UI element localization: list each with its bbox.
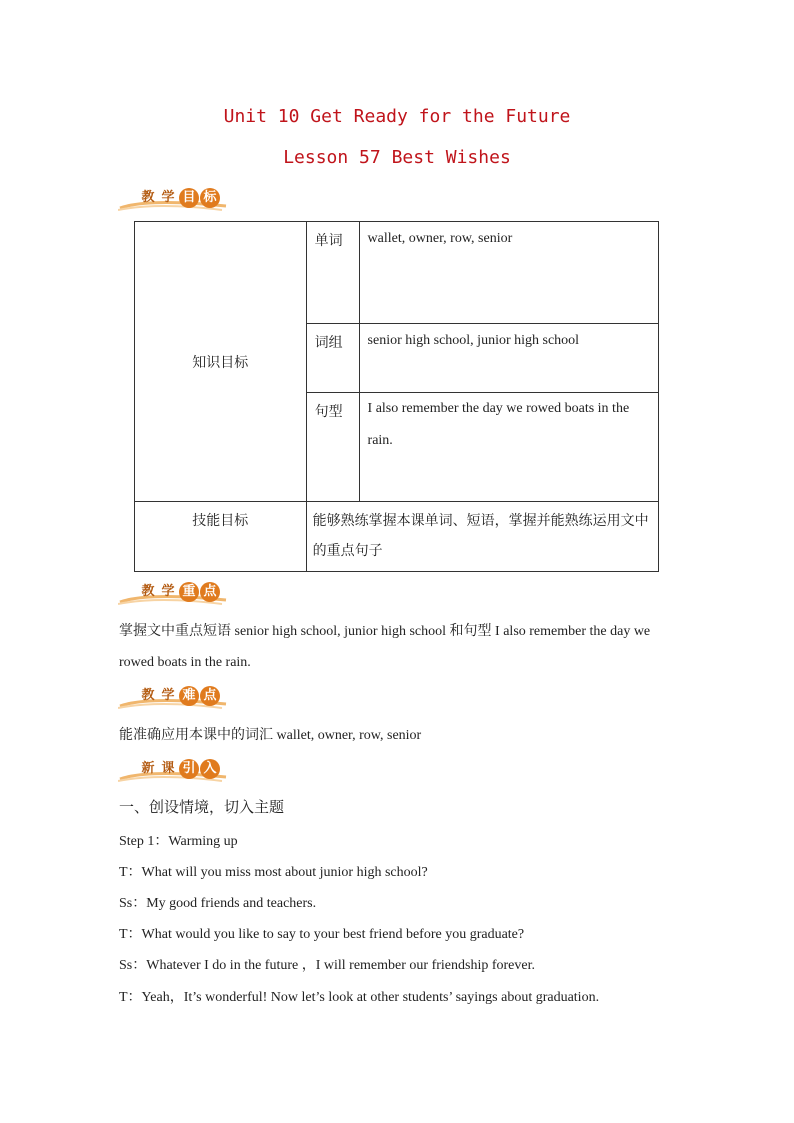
phrase-label: 词组 — [306, 324, 359, 393]
badge-char: 课 — [161, 761, 175, 776]
unit-title: Unit 10 Get Ready for the Future — [223, 106, 571, 127]
badge-char: 教 — [141, 190, 155, 205]
goals-table — [134, 221, 659, 572]
section-badge-intro — [118, 757, 228, 783]
difficulties-zh: 能准确应用本课中的词汇 — [119, 727, 273, 743]
lesson-title: Lesson 57 Best Wishes — [283, 147, 511, 168]
badge-char: 学 — [161, 584, 175, 599]
badge-char: 难 — [179, 686, 199, 706]
vocab-label: 单词 — [306, 222, 359, 324]
intro-line-ss2: Ss：Whatever I do in the future ，I will remember our friendship forever. — [119, 958, 535, 973]
intro-line-step1: Step 1：Warming up — [119, 834, 238, 849]
skill-goal-text: 能够熟练掌握本课单词、短语，掌握并能熟练运用文中的重点句子 — [306, 502, 658, 572]
badge-char: 学 — [161, 190, 175, 205]
badge-char: 学 — [161, 688, 175, 703]
sentence-text: I also remember the day we rowed boats in the rain. — [359, 393, 658, 502]
key-points-en-2: I also remember the day we rowed boats in the rain. — [119, 624, 651, 670]
difficulties-en: wallet, owner, row, senior — [273, 728, 422, 743]
badge-char: 重 — [179, 582, 199, 602]
badge-char: 点 — [200, 582, 220, 602]
section-badge-key-points — [118, 580, 228, 606]
key-points-zh-1: 掌握文中重点短语 — [119, 623, 231, 639]
badge-char: 教 — [141, 584, 155, 599]
intro-line-t3: T：Yeah，It’s wonderful! Now let’s look at other students’ sayings about graduation. — [119, 990, 600, 1005]
section-badge-difficulties — [118, 684, 228, 710]
badge-char: 标 — [200, 188, 220, 208]
section-badge-objectives — [118, 186, 228, 212]
vocab-text: wallet, owner, row, senior — [359, 222, 658, 324]
skill-goal-label: 技能目标 — [135, 502, 307, 572]
key-points-en-1: senior high school, junior high school — [231, 624, 450, 639]
intro-heading: 一、创设情境，切入主题 — [119, 798, 285, 816]
intro-line-ss1: Ss：My good friends and teachers. — [119, 896, 317, 911]
key-points-paragraph — [119, 616, 674, 678]
knowledge-goal-label: 知识目标 — [135, 222, 307, 502]
badge-char: 点 — [200, 686, 220, 706]
badge-char: 目 — [179, 188, 199, 208]
badge-char: 入 — [200, 759, 220, 779]
badge-char: 引 — [179, 759, 199, 779]
key-points-zh-2: 和句型 — [449, 623, 492, 639]
badge-char: 新 — [141, 761, 155, 776]
intro-line-t1: T：What will you miss most about junior high school? — [119, 865, 428, 880]
sentence-label: 句型 — [306, 393, 359, 502]
difficulties-paragraph — [119, 720, 674, 751]
intro-line-t2: T：What would you like to say to your best friend before you graduate? — [119, 927, 525, 942]
badge-char: 教 — [141, 688, 155, 703]
phrase-text: senior high school, junior high school — [359, 324, 658, 393]
